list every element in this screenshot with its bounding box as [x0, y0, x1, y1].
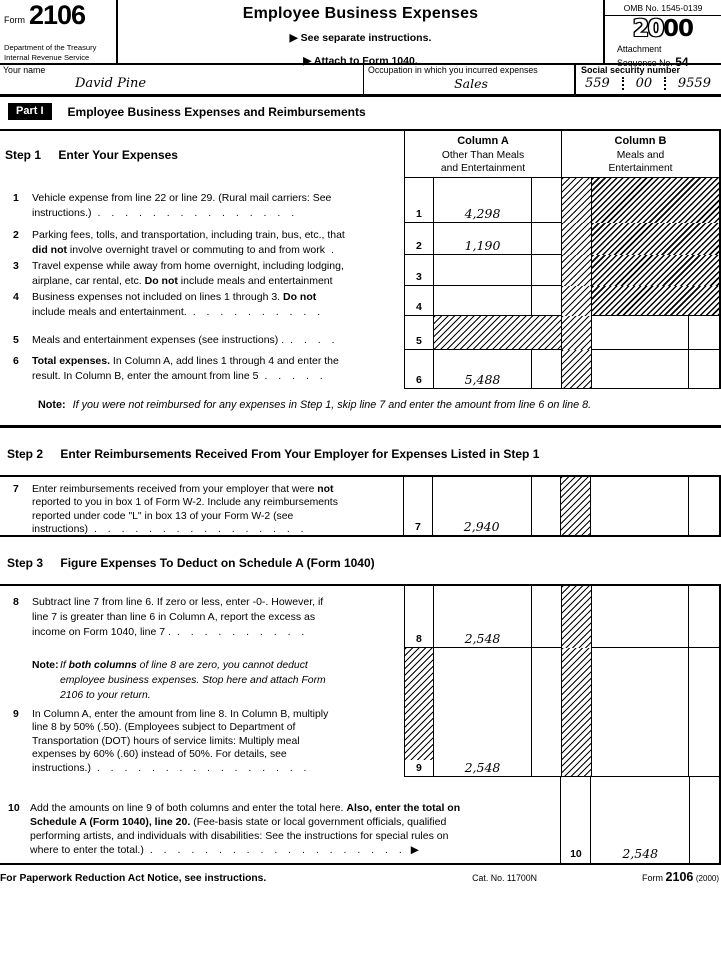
line10-text-bold: Also, enter the total on	[346, 802, 461, 814]
divider-hatch	[561, 477, 591, 535]
line4-number-box: 4	[405, 286, 434, 316]
line8-text: line 7 is greater than line 6 in Column A, report the excess as	[32, 611, 316, 623]
line1-text: instructions.)	[32, 207, 92, 219]
line7-description	[0, 477, 404, 535]
note-text: 2106 to your return.	[60, 690, 151, 701]
line10-description	[0, 777, 561, 863]
note-text: If you were not reimbursed for any expenses in Step 1, skip line 7 and enter the amount from line 6 on line 8.	[72, 399, 592, 411]
divider-hatch	[562, 223, 592, 255]
line3-text: Travel expense while away from home overnight, including lodging,	[32, 260, 344, 272]
dot-leader: . . . .	[290, 334, 336, 346]
divider-hatch	[562, 648, 592, 777]
line2-column-b-shaded	[592, 223, 719, 255]
line2-number-left: 2	[13, 229, 19, 241]
omb-number: OMB No. 1545-0139	[605, 0, 721, 16]
line5-text: Meals and entertainment expenses (see instructions) .	[32, 334, 285, 346]
divider-hatch	[562, 286, 592, 316]
column-a-title: Column A	[457, 135, 509, 147]
attach-text: Attach to Form 1040.	[313, 55, 418, 67]
line10-text: performing artists, and individuals with disabilities: See the instructions for special rules on	[30, 830, 449, 842]
pointer-icon: ▶	[289, 32, 298, 44]
divider-hatch	[562, 255, 592, 286]
form-title-block	[118, 0, 603, 67]
taxpayer-row	[0, 65, 721, 97]
agency-block	[4, 43, 113, 62]
line5-cents-b[interactable]	[689, 316, 719, 350]
line1-text: Vehicle expense from line 22 or line 29. (Rural mail carriers: See	[32, 192, 332, 204]
column-a-sub1: Other Than Meals	[441, 149, 525, 161]
step1-table	[0, 129, 721, 389]
line8-cents-a[interactable]	[532, 586, 562, 648]
line7-text: Enter reimbursements received from your employer that were	[32, 484, 318, 495]
number-column-hatch	[405, 648, 433, 760]
line7-number-box: 7	[404, 477, 433, 535]
tax-year-bold: 00	[663, 16, 694, 42]
line2-text: involve overnight travel or commuting to and from work	[67, 244, 325, 256]
step2-title: Enter Reimbursements Received From Your Employer for Expenses Listed in Step 1	[60, 447, 540, 461]
step3-rows-8-9	[0, 586, 719, 777]
line10-total-amount[interactable]: 2,548	[591, 777, 690, 863]
line3-amount-a[interactable]	[434, 255, 532, 286]
line8-amount-a[interactable]: 2,548	[434, 586, 532, 648]
line5-number-left: 5	[13, 334, 19, 346]
dot-leader: . . . . . . . . . .	[176, 626, 306, 638]
dot-leader: . . . . . . . . . . . . . . . .	[96, 762, 308, 774]
column-b-title: Column B	[614, 135, 667, 147]
line5-row	[405, 316, 719, 350]
tax-year	[605, 16, 721, 41]
line8-row	[405, 586, 719, 648]
tax-year-outline: 20	[632, 16, 663, 42]
occupation-label: Occupation in which you incurred expenses	[368, 65, 538, 75]
step1-note	[0, 389, 721, 428]
line6-cents-a[interactable]	[532, 350, 562, 388]
line1-row	[405, 178, 719, 223]
note-text-bold: both columns	[68, 660, 137, 671]
part1-title: Employee Business Expenses and Reimbursements	[67, 104, 366, 119]
see-instructions-line	[118, 32, 603, 44]
line10-number-box: 10	[561, 777, 591, 863]
step1-heading	[0, 131, 404, 178]
line9-cents-a[interactable]	[532, 648, 562, 777]
column-b-sub1: Meals and	[616, 149, 665, 161]
line2-cents-a[interactable]	[532, 223, 562, 255]
line6-amount-a[interactable]: 5,488	[434, 350, 532, 388]
form-title: Employee Business Expenses	[242, 5, 479, 22]
note-text: employee business expenses. Stop here and attach Form	[60, 675, 326, 686]
line9-text: instructions.)	[32, 762, 91, 774]
step3-table	[0, 584, 721, 865]
line9-amount-a[interactable]: 2,548	[434, 648, 532, 777]
form-id-block	[0, 0, 118, 63]
occupation-value[interactable]: Sales	[454, 75, 488, 91]
line6-number-box: 6	[405, 350, 434, 388]
pointer-icon: ▶	[410, 844, 419, 856]
step2-heading	[0, 428, 721, 475]
line7-text: instructions)	[32, 524, 89, 536]
line9-text: Transportation (DOT) hours of service limits: Multiply meal	[32, 735, 300, 747]
line7-text: reported to you in box 1 of Form W-2. Include any reimbursements	[32, 497, 338, 509]
line7-number-left: 7	[13, 484, 19, 495]
line9-description	[0, 703, 404, 775]
note-text: If	[60, 660, 69, 671]
line5-description	[0, 316, 404, 350]
omb-block	[603, 0, 721, 69]
column-a-sub2: and Entertainment	[440, 163, 526, 174]
line6-row	[405, 350, 719, 388]
line6-text-bold: Total expenses.	[32, 355, 111, 367]
line5-column-a-shaded	[434, 316, 562, 350]
footer-form-number: 2106	[665, 870, 694, 884]
line6-number-left: 6	[13, 355, 19, 367]
line4-text-bold: Do not	[283, 291, 317, 303]
part1-badge: Part I	[8, 103, 52, 120]
line9-row	[405, 648, 719, 777]
line3-description	[0, 255, 404, 286]
line1-number-box: 1	[405, 178, 434, 223]
pointer-icon: ▶	[303, 55, 312, 67]
line4-description	[0, 286, 404, 316]
attachment-label: Attachment	[617, 44, 662, 54]
step2-label: Step 2	[7, 447, 44, 461]
line2-amount-a[interactable]: 1,190	[434, 223, 532, 255]
line6-description	[0, 350, 404, 388]
line8-description	[0, 586, 404, 648]
line4-number-left: 4	[13, 291, 19, 303]
line10-text-bold: Schedule A (Form 1040), line 20.	[30, 816, 191, 828]
line3-text-bold: Do not	[144, 275, 178, 287]
line8-text: Subtract line 7 from line 6. If zero or less, enter -0-. However, if	[32, 596, 324, 608]
line8-number-left: 8	[13, 596, 19, 608]
form-word: Form	[4, 14, 25, 25]
line8-text: income on Form 1040, line 7 .	[32, 626, 171, 638]
sequence-number: 54	[675, 54, 689, 69]
form-number-line	[4, 2, 113, 29]
line6-amount-b[interactable]	[592, 350, 689, 388]
line3-cents-a[interactable]	[532, 255, 562, 286]
ssn-field[interactable]	[576, 65, 721, 94]
line8-number-box: 8	[405, 586, 434, 648]
line9-text: expenses by 60% (.60) instead of 50%. For details, see	[32, 749, 287, 761]
line5-number-box: 5	[405, 316, 434, 350]
line3-text: airplane, car rental, etc.	[32, 275, 145, 287]
step1-entry-grid	[405, 131, 719, 389]
line10-row	[0, 777, 719, 863]
line4-row	[405, 286, 719, 316]
dot-leader: . . . . .	[264, 370, 324, 382]
line9-description-block	[0, 648, 404, 777]
note-label: Note:	[32, 660, 59, 671]
step3-label: Step 3	[7, 556, 44, 570]
part1-bar	[0, 103, 721, 120]
divider-hatch	[562, 586, 592, 648]
ssn-separator	[664, 77, 666, 90]
line5-amount-b[interactable]	[592, 316, 689, 350]
step1-title: Enter Your Expenses	[58, 148, 178, 162]
name-value[interactable]: David Pine	[75, 75, 147, 91]
see-instructions-text: See separate instructions.	[300, 32, 432, 44]
note-label: Note:	[38, 399, 66, 411]
line8-amount-b[interactable]	[592, 586, 689, 648]
step3-note	[0, 648, 404, 703]
dept-line1: Department of the Treasury	[4, 43, 97, 53]
name-label: Your name	[3, 65, 46, 75]
line3-column-b-shaded	[592, 255, 719, 286]
line1-cents-a[interactable]	[532, 178, 562, 223]
line3-row	[405, 255, 719, 286]
step3-descriptions	[0, 586, 405, 777]
line7-cents-b[interactable]	[689, 477, 719, 535]
line10-cents[interactable]	[690, 777, 719, 863]
dot-leader: . . . . . . . . . . . . . . . .	[94, 524, 305, 536]
line6-text: In Column A, add lines 1 through 4 and enter the	[110, 355, 339, 367]
line2-text: Parking fees, tolls, and transportation, including train, bus, etc., that	[32, 229, 345, 241]
page-footer	[0, 865, 721, 884]
line10-text: (Fee-basis state or local government officials, qualified	[190, 816, 447, 828]
dot-leader: . . . . . . . . . . . . . . .	[97, 207, 296, 219]
line4-column-b-shaded	[592, 286, 719, 316]
line1-number-left: 1	[13, 192, 19, 204]
name-field[interactable]	[0, 65, 364, 94]
ssn-label: Social security number	[581, 65, 681, 75]
line10-text: where to enter the total.)	[30, 844, 144, 856]
footer-form-word: Form	[642, 873, 664, 883]
line6-text: result. In Column B, enter the amount from line 5	[32, 370, 259, 382]
form-footer-id	[642, 870, 719, 884]
ssn-value-group[interactable]	[581, 76, 717, 91]
divider-hatch	[562, 316, 592, 350]
ssn-part-1[interactable]: 559	[585, 75, 610, 91]
form-header	[0, 0, 721, 69]
paperwork-notice: For Paperwork Reduction Act Notice, see instructions.	[0, 873, 267, 884]
line3-number-box: 3	[405, 255, 434, 286]
dot-leader: . . . . . . . . . . . . . . . . . . .	[149, 844, 403, 856]
line7-amount-a[interactable]: 2,940	[433, 477, 532, 535]
step3-heading	[0, 537, 721, 584]
line9-text: In Column A, enter the amount from line 8. In Column B, multiply	[32, 709, 329, 720]
line8-cents-b[interactable]	[689, 586, 719, 648]
line2-number-box: 2	[405, 223, 434, 255]
catalog-number: Cat. No. 11700N	[472, 873, 538, 883]
step3-entry-grid	[405, 586, 719, 777]
line2-text-bold: did not	[32, 244, 67, 256]
dot-leader: .	[330, 244, 335, 256]
line6-cents-b[interactable]	[689, 350, 719, 388]
step2-table	[0, 475, 721, 537]
step1-label: Step 1	[5, 148, 42, 162]
line7-text-bold: not	[317, 484, 334, 495]
line1-column-b-shaded	[592, 178, 719, 223]
line1-description	[0, 178, 404, 223]
sequence-label: Sequence No.	[617, 57, 673, 68]
line2-description	[0, 223, 404, 255]
ssn-part-3[interactable]: 9559	[677, 75, 711, 91]
line9-cents-b[interactable]	[689, 648, 719, 777]
divider-hatch	[562, 178, 592, 223]
dept-line2: Internal Revenue Service	[4, 52, 90, 62]
column-b-header	[562, 131, 719, 177]
column-b-sub2: Entertainment	[608, 163, 673, 174]
line7-amount-b[interactable]	[591, 477, 689, 535]
line2-row	[405, 223, 719, 255]
line9-number-column	[405, 648, 434, 777]
line3-number-left: 3	[13, 260, 19, 272]
line10-number-left: 10	[8, 802, 20, 814]
note-text: of line 8 are zero, you cannot deduct	[136, 660, 308, 671]
column-headers	[405, 131, 719, 178]
occupation-field[interactable]	[364, 65, 576, 94]
line9-number-left: 9	[13, 709, 19, 720]
line9-text: line 8 by 50% (.50). (Employees subject to Department of	[32, 722, 296, 734]
footer-form-year: (2000)	[695, 874, 719, 883]
form-number: 2106	[29, 0, 86, 30]
step3-title: Figure Expenses To Deduct on Schedule A (Form 1040)	[60, 556, 375, 570]
dot-leader: . . . . . . . . . .	[192, 306, 322, 318]
line4-amount-a[interactable]	[434, 286, 532, 316]
line9-amount-b[interactable]	[592, 648, 689, 777]
divider-hatch	[562, 350, 592, 388]
line4-cents-a[interactable]	[532, 286, 562, 316]
line9-number-box: 9	[415, 762, 422, 774]
line7-cents-a[interactable]	[532, 477, 562, 535]
line7-text: reported under code "L" in box 13 of your Form W-2 (see	[32, 510, 294, 522]
step1-descriptions	[0, 131, 405, 389]
line10-text: Add the amounts on line 9 of both columns and enter the total here.	[30, 802, 347, 814]
line1-amount-a[interactable]: 4,298	[434, 178, 532, 223]
column-a-header	[405, 131, 562, 177]
ssn-separator	[622, 77, 624, 90]
line4-text: Business expenses not included on lines 1 through 3.	[32, 291, 284, 303]
line4-text: include meals and entertainment.	[32, 306, 187, 318]
ssn-part-2[interactable]: 00	[635, 75, 653, 91]
line3-text: include meals and entertainment	[177, 275, 333, 287]
